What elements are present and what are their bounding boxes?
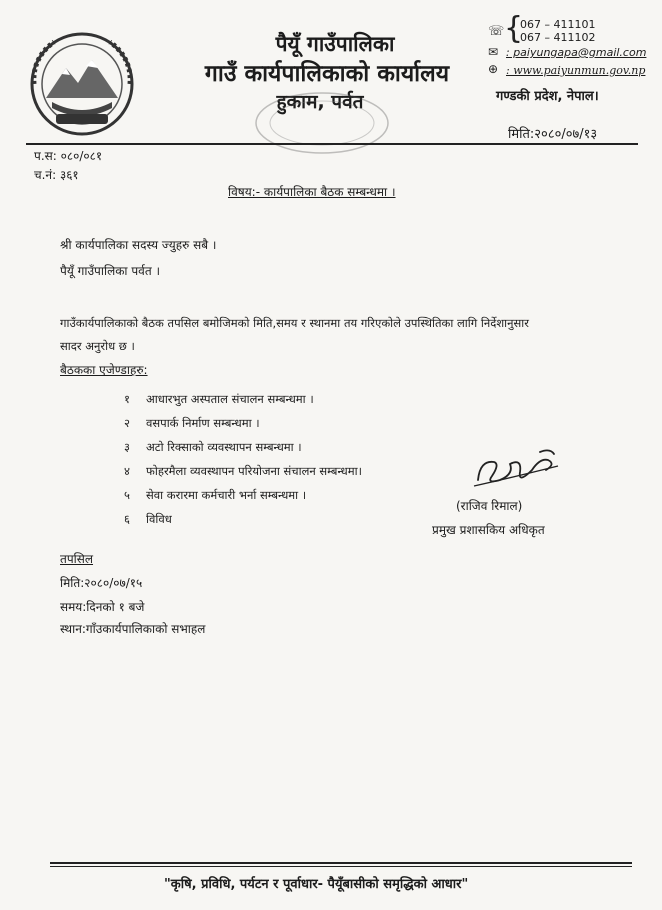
agenda-item-text: सेवा करारमा कर्मचारी भर्ना सम्बन्धमा । [146,488,307,502]
footer-divider-thick [50,862,632,864]
recipient-line-1: श्री कार्यपालिका सदस्य ज्युहरु सबै । [60,238,217,252]
phone-number-1: 067 – 411101 [520,18,596,31]
agenda-item [124,440,362,464]
globe-icon: ⊕ [488,62,499,76]
agenda-item-text: अटो रिक्साको व्यवस्थापन सम्बन्धमा । [146,440,302,454]
nepal-emblem-icon [26,28,138,140]
agenda-item-number: ३ [124,440,130,454]
phone-icon: ☏ [488,24,505,39]
body-text-line-1: गाउँकार्यपालिकाको बैठक तपसिल बमोजिमको मिति,समय र स्थानमा तय गरिएकोले उपस्थितिका लागि निर्देशानुसार [60,316,529,330]
footer-divider-thin [50,866,632,867]
agenda-item [124,464,362,488]
office-address: हुकाम, पर्वत [276,91,364,113]
agenda-item-text: विविध [146,512,172,526]
reference-number: प.स: ०८०/०८१ [34,149,103,163]
agenda-item [124,392,362,416]
subject-line: विषय:- कार्यपालिका बैठक सम्बन्धमा । [228,185,396,199]
org-name: पैयूँ गाउँपालिका [275,32,395,56]
body-text-line-2: सादर अनुरोध छ । [60,339,135,353]
agenda-heading: बैठकका एजेण्डाहरु: [60,363,148,377]
agenda-item-text: आधारभुत अस्पताल संचालन सम्बन्धमा । [146,392,314,406]
phone-number-2: 067 – 411102 [520,31,596,44]
office-name: गाउँ कार्यपालिकाको कार्यालय [204,61,450,87]
signature [470,440,562,496]
agenda-item [124,488,362,512]
issue-date: मिति:२०८०/०७/१३ [508,127,598,142]
meeting-venue: स्थान:गाँउकार्यपालिकाको सभाहल [60,622,206,636]
agenda-item-number: १ [124,392,130,406]
phone-brace: { [504,11,524,46]
signer-title: प्रमुख प्रशासकिय अधिकृत [432,523,545,537]
agenda-item-number: २ [124,416,130,430]
agenda-item [124,512,362,536]
header-divider [26,143,638,145]
dispatch-number: च.नं: ३६१ [34,168,79,182]
agenda-item-number: ५ [124,488,130,502]
recipient-line-2: पैयूँ गाउँपालिका पर्वत । [60,264,161,278]
agenda-list [124,392,362,536]
email-link[interactable]: : paiyungapa@gmail.com [506,46,647,59]
agenda-item-number: ६ [124,512,130,526]
agenda-item [124,416,362,440]
mail-icon: ✉ [488,45,499,59]
footer-motto: "कृषि, प्रविधि, पर्यटन र पूर्वाधार- पैयूँबासीको समृद्धिको आधार" [164,877,469,892]
meeting-time: समय:दिनको १ बजे [60,600,145,614]
meeting-date: मिति:२०८०/०७/१५ [60,576,143,590]
agenda-item-number: ४ [124,464,130,478]
agenda-item-text: फोहरमैला व्यवस्थापन परियोजना संचालन सम्बन्धमा। [146,464,362,478]
website-link[interactable]: : www.paiyunmun.gov.np [506,64,646,77]
province: गण्डकी प्रदेश, नेपाल। [496,89,599,104]
agenda-item-text: वसपार्क निर्माण सम्बन्धमा । [146,416,260,430]
details-heading: तपसिल [60,552,94,566]
signer-name: (राजिव रिमाल) [456,499,523,513]
office-stamp [252,88,392,158]
